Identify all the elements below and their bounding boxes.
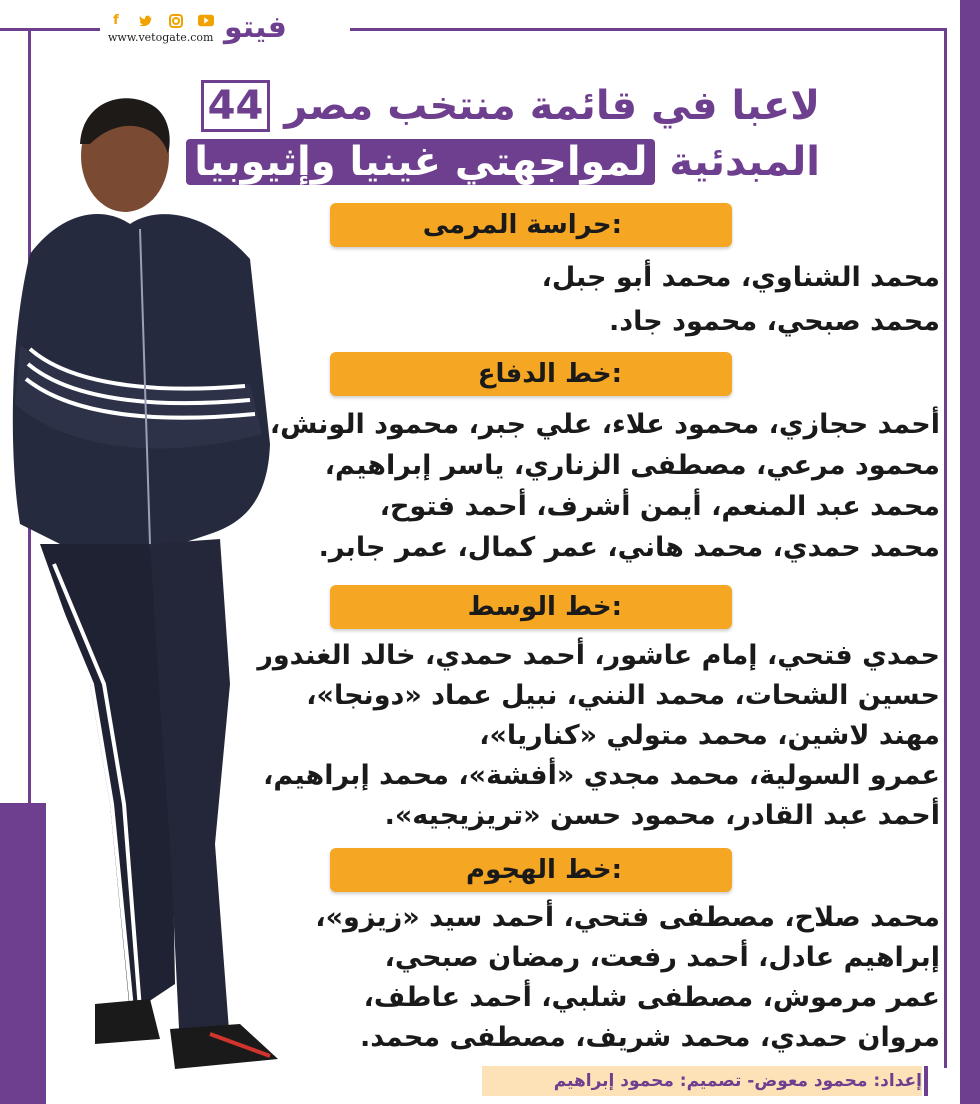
corner-block-top-right	[960, 0, 980, 1104]
vetogate-logo: فيتو	[224, 10, 287, 45]
frame-top-line	[0, 28, 100, 31]
list-line: محمود مرعي، مصطفى الزناري، ياسر إبراهيم،	[324, 450, 940, 481]
twitter-icon[interactable]	[138, 13, 154, 29]
list-line: عمر مرموش، مصطفى شلبي، أحمد عاطف،	[363, 982, 940, 1013]
list-line: محمد عبد المنعم، أيمن أشرف، أحمد فتوح،	[379, 491, 940, 522]
frame-top-line-right	[350, 28, 946, 31]
midfield-list	[200, 636, 940, 836]
list-line: أحمد عبد القادر، محمود حسن «تريزيجيه».	[384, 800, 940, 831]
list-line: مروان حمدي، محمد شريف، مصطفى محمد.	[359, 1022, 940, 1053]
list-line: مهند لاشين، محمد متولي «كناريا»،	[479, 720, 940, 751]
list-line: حمدي فتحي، إمام عاشور، أحمد حمدي، خالد الغندور	[257, 640, 940, 671]
credit-marker	[924, 1066, 928, 1096]
facebook-icon[interactable]: f	[113, 13, 119, 28]
website-url[interactable]: www.vetogate.com	[108, 30, 214, 44]
instagram-icon[interactable]	[168, 13, 184, 29]
player-count: 44	[201, 80, 271, 132]
social-links	[108, 13, 214, 44]
youtube-icon[interactable]	[198, 13, 214, 29]
section-heading-text: خط الهجوم:	[466, 855, 622, 885]
list-line: إبراهيم عادل، أحمد رفعت، رمضان صبحي،	[384, 942, 940, 973]
headline-highlight: لمواجهتي غينيا وإثيوبيا	[186, 139, 655, 185]
list-line: أحمد حجازي، محمود علاء، علي جبر، محمود الونش،	[269, 409, 940, 440]
list-line: محمد صبحي، محمود جاد.	[609, 306, 940, 337]
list-line: حسين الشحات، محمد النني، نبيل عماد «دونجا»،	[306, 680, 940, 711]
attack-list	[200, 898, 940, 1058]
list-line: محمد الشناوي، محمد أبو جبل،	[541, 262, 940, 293]
credit-line: إعداد: محمود معوض- تصميم: محمود إبراهيم	[553, 1071, 922, 1091]
section-heading-text: حراسة المرمى:	[422, 210, 622, 240]
section-heading-text: خط الوسط:	[467, 592, 622, 622]
list-line: عمرو السولية، محمد مجدي «أفشة»، محمد إبراهيم،	[263, 760, 940, 791]
list-line: محمد صلاح، مصطفى فتحي، أحمد سيد «زيزو»،	[315, 902, 940, 933]
headline-text-2: المبدئية	[669, 139, 820, 185]
section-heading-text: خط الدفاع:	[477, 359, 622, 389]
frame-right-line	[944, 28, 947, 1068]
social-icons	[108, 13, 214, 29]
section-heading-midfield	[330, 585, 732, 629]
section-heading-goalkeepers	[330, 203, 732, 247]
defense-list	[200, 404, 940, 568]
goalkeepers-list	[200, 256, 940, 344]
brand-header	[108, 8, 287, 48]
headline-text-1: لاعبا في قائمة منتخب مصر	[284, 83, 820, 129]
section-heading-defense	[330, 352, 732, 396]
section-heading-attack	[330, 848, 732, 892]
list-line: محمد حمدي، محمد هاني، عمر كمال، عمر جابر.	[318, 532, 940, 563]
